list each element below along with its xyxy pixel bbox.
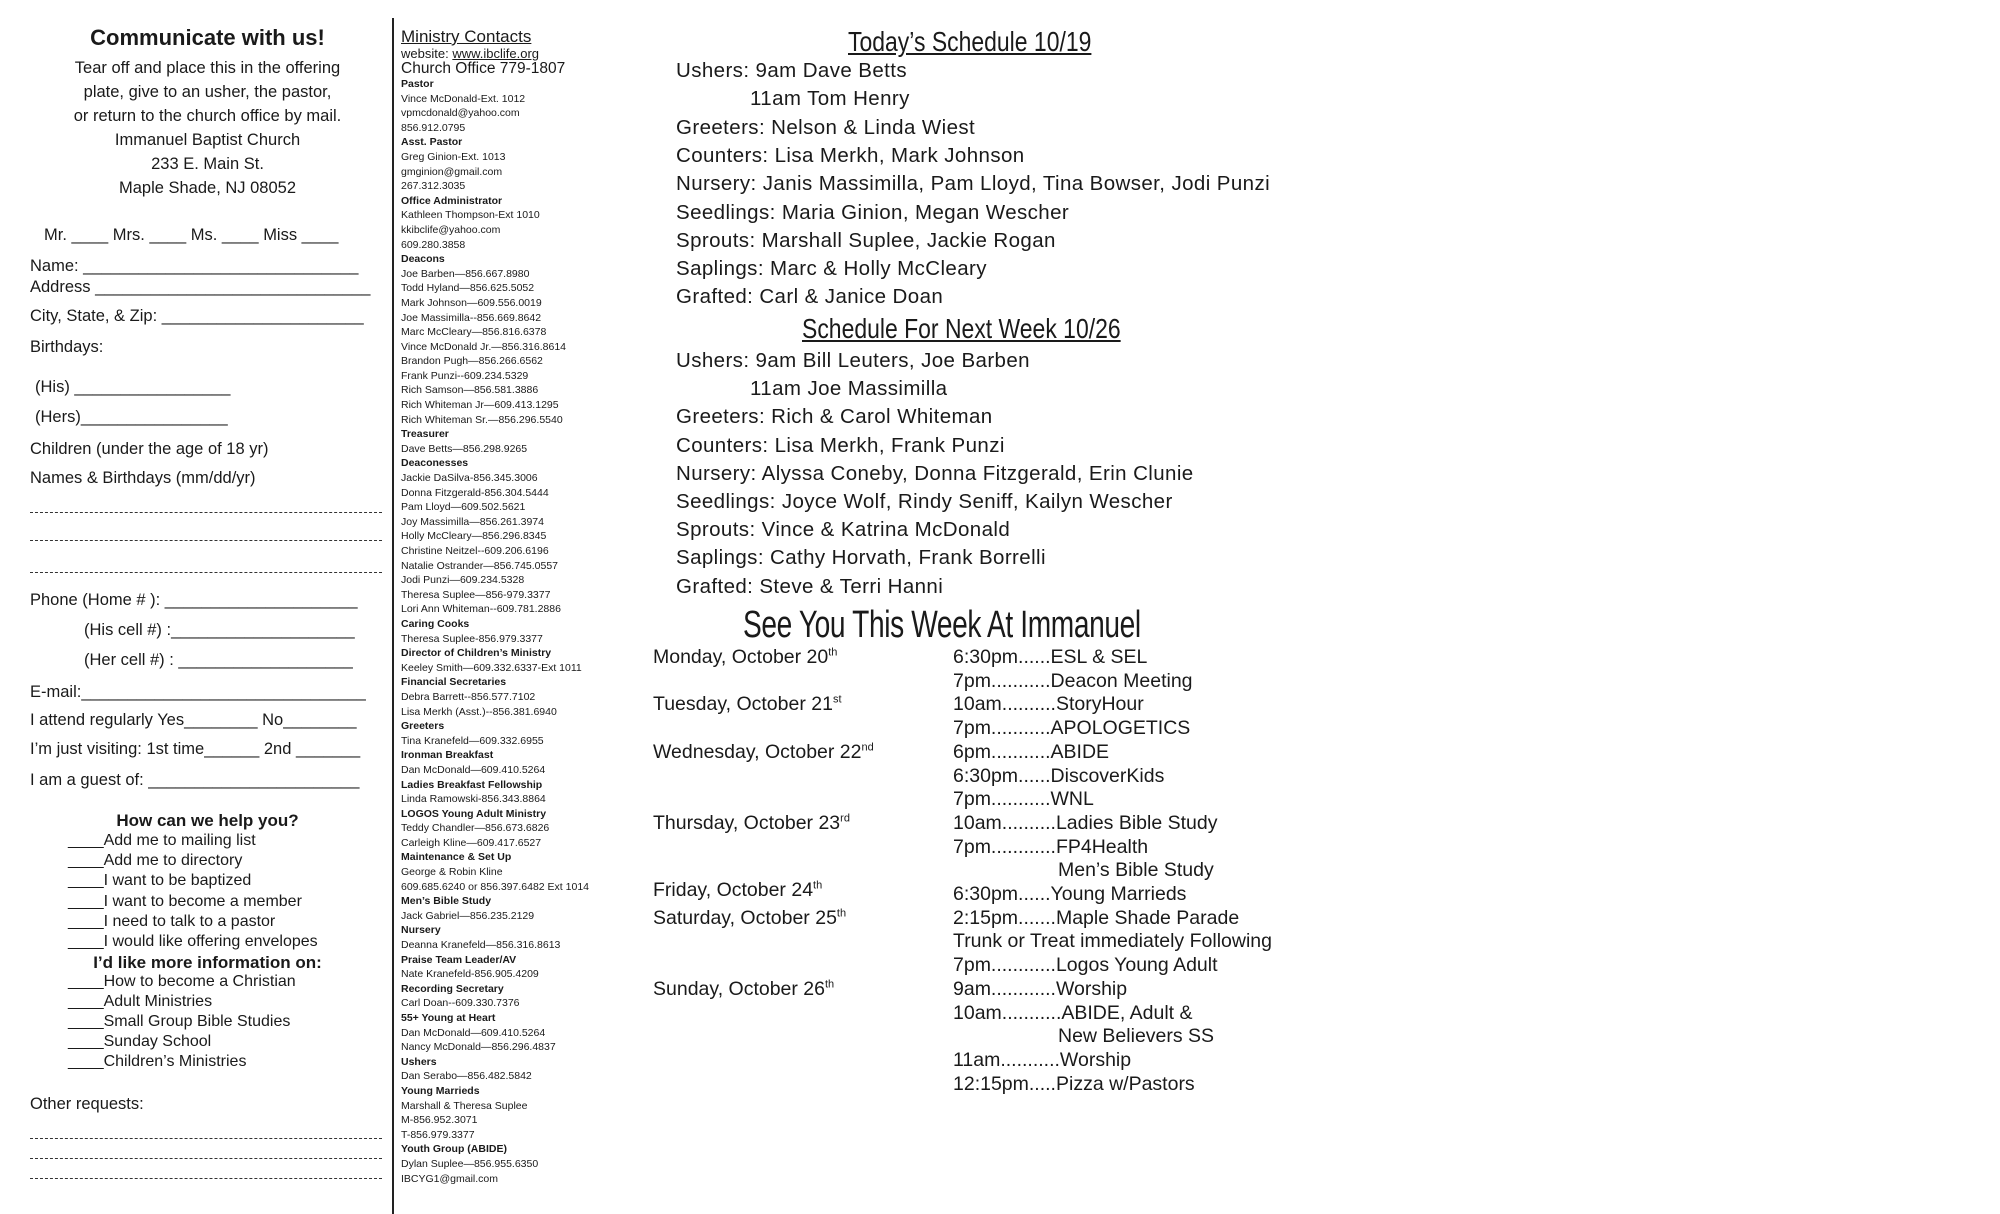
intro-line: or return to the church office by mail. bbox=[73, 107, 342, 125]
week-event: 6:30pm......ESL & SEL bbox=[953, 646, 1148, 668]
contact-line: Vince McDonald Jr.—856.316.8614 bbox=[401, 340, 566, 353]
today-schedule-line: Counters: Lisa Merkh, Mark Johnson bbox=[676, 143, 1025, 167]
next-schedule-line: Grafted: Steve & Terri Hanni bbox=[676, 574, 944, 598]
contact-line: 609.685.6240 or 856.397.6482 Ext 1014 bbox=[401, 880, 589, 893]
city-state-zip-field[interactable]: City, State, & Zip: ______________________ bbox=[30, 307, 364, 325]
birthdays-label: Birthdays: bbox=[30, 338, 104, 356]
week-day bbox=[653, 907, 846, 930]
today-schedule-line: Greeters: Nelson & Linda Wiest bbox=[676, 115, 976, 139]
contact-group-heading: Maintenance & Set Up bbox=[401, 851, 512, 864]
contact-line: Teddy Chandler—856.673.6826 bbox=[401, 822, 550, 835]
contact-line: Dylan Suplee—856.955.6350 bbox=[401, 1157, 539, 1170]
guest-of-field[interactable]: I am a guest of: _______________________ bbox=[30, 771, 360, 789]
contact-line: Pam Lloyd—609.502.5621 bbox=[401, 501, 526, 514]
week-event: Men’s Bible Study bbox=[1058, 859, 1214, 882]
option-baptized[interactable]: ____I want to be baptized bbox=[68, 872, 252, 889]
contact-line: 609.280.3858 bbox=[401, 238, 466, 251]
contact-group-heading: Office Administrator bbox=[401, 194, 503, 207]
contact-group-heading: Asst. Pastor bbox=[401, 136, 463, 149]
contact-line: Lisa Merkh (Asst.)--856.381.6940 bbox=[401, 705, 557, 718]
contact-group-heading: Financial Secretaries bbox=[401, 676, 507, 689]
church-street: 233 E. Main St. bbox=[151, 155, 264, 173]
week-event: 7pm............Logos Young Adult bbox=[953, 954, 1218, 977]
week-day-suffix: th bbox=[828, 646, 838, 659]
help-title: How can we help you? bbox=[116, 811, 299, 830]
contact-line: Jackie DaSilva-856.345.3006 bbox=[401, 472, 538, 485]
option-directory[interactable]: ____Add me to directory bbox=[68, 852, 243, 869]
contact-line: Christine Neitzel--609.206.6196 bbox=[401, 545, 549, 557]
option-member[interactable]: ____I want to become a member bbox=[68, 893, 302, 910]
contact-group-heading: Deacons bbox=[401, 253, 445, 266]
contact-line: Marc McCleary—856.816.6378 bbox=[401, 326, 547, 339]
contact-line: Jack Gabriel—856.235.2129 bbox=[401, 909, 535, 922]
contact-line: Kathleen Thompson-Ext 1010 bbox=[401, 209, 540, 222]
option-talk-pastor[interactable]: ____I need to talk to a pastor bbox=[68, 913, 276, 930]
week-event: 10am..........StoryHour bbox=[953, 693, 1144, 716]
week-day bbox=[653, 741, 874, 764]
next-schedule-line: Counters: Lisa Merkh, Frank Punzi bbox=[676, 433, 1005, 457]
option-adult-ministries[interactable]: ____Adult Ministries bbox=[68, 993, 213, 1010]
contact-group-heading: Ironman Breakfast bbox=[401, 749, 494, 762]
week-day bbox=[653, 693, 842, 716]
intro-line: Tear off and place this in the offering bbox=[74, 59, 341, 77]
week-day-suffix: th bbox=[825, 978, 835, 991]
next-schedule-line: 11am Joe Massimilla bbox=[750, 377, 948, 401]
week-event: 7pm...........Deacon Meeting bbox=[953, 669, 1193, 692]
week-event: New Believers SS bbox=[1058, 1025, 1215, 1048]
next-schedule-line: Saplings: Cathy Horvath, Frank Borrelli bbox=[676, 546, 1046, 570]
week-day bbox=[653, 879, 822, 902]
contact-line: Nate Kranefeld-856.905.4209 bbox=[401, 968, 539, 981]
week-event: 9am............Worship bbox=[953, 977, 1128, 1000]
week-event: 7pm...........APOLOGETICS bbox=[953, 717, 1191, 740]
option-small-groups[interactable]: ____Small Group Bible Studies bbox=[68, 1013, 291, 1030]
week-day-suffix: st bbox=[832, 693, 842, 706]
contact-line: Dan McDonald—609.410.5264 bbox=[401, 763, 546, 776]
option-childrens-ministries[interactable]: ____Children’s Ministries bbox=[68, 1053, 247, 1070]
contact-line: Holly McCleary—856.296.8345 bbox=[401, 530, 547, 543]
contact-line: Lori Ann Whiteman--609.781.2886 bbox=[401, 603, 561, 616]
contact-line: IBCYG1@gmail.com bbox=[401, 1172, 499, 1185]
contact-group-heading: Deaconesses bbox=[401, 457, 469, 470]
email-field[interactable]: E-mail:_______________________________ bbox=[30, 683, 366, 701]
week-event: 7pm...........WNL bbox=[953, 788, 1094, 811]
week-event: Trunk or Treat immediately Following bbox=[953, 930, 1272, 953]
home-phone-field[interactable]: Phone (Home # ): _____________________ bbox=[30, 591, 358, 609]
contact-group-heading: Ladies Breakfast Fellowship bbox=[401, 778, 543, 791]
contacts-heading: Ministry Contacts bbox=[401, 27, 532, 46]
contact-line: Carl Doan--609.330.7376 bbox=[401, 997, 520, 1010]
contact-line: Joe Massimilla--856.669.8642 bbox=[401, 311, 542, 324]
name-field[interactable]: Name: ______________________________ bbox=[30, 257, 359, 275]
contact-line: Rich Whiteman Jr—609.413.1295 bbox=[401, 399, 559, 412]
other-requests-label: Other requests: bbox=[30, 1095, 144, 1113]
contact-group-heading: Young Marrieds bbox=[401, 1084, 480, 1097]
contact-line: Todd Hyland—856.625.5052 bbox=[401, 282, 535, 295]
contact-line: Joe Barben—856.667.8980 bbox=[401, 267, 530, 280]
today-schedule-title: Today’s Schedule 10/19 bbox=[848, 26, 1092, 57]
his-cell-field[interactable]: (His cell #) :____________________ bbox=[84, 621, 355, 639]
contact-line: Theresa Suplee-856.979.3377 bbox=[401, 632, 543, 645]
contact-line: Theresa Suplee—856-979.3377 bbox=[401, 588, 551, 601]
week-day bbox=[653, 812, 850, 835]
next-schedule-line: Nursery: Alyssa Coneby, Donna Fitzgerald, Erin Clunie bbox=[676, 461, 1194, 485]
contact-line: Jodi Punzi—609.234.5328 bbox=[401, 574, 525, 587]
week-title: See You This Week At Immanuel bbox=[743, 604, 1141, 646]
week-day-label: Thursday, October 23 bbox=[653, 811, 841, 834]
today-schedule-line: Sprouts: Marshall Suplee, Jackie Rogan bbox=[676, 228, 1056, 252]
church-name: Immanuel Baptist Church bbox=[114, 131, 301, 149]
contact-line: Mark Johnson—609.556.0019 bbox=[401, 296, 542, 309]
today-schedule-line: Grafted: Carl & Janice Doan bbox=[676, 285, 944, 309]
week-event: 12:15pm.....Pizza w/Pastors bbox=[953, 1072, 1195, 1095]
contact-group-heading: Recording Secretary bbox=[401, 982, 504, 995]
contact-group-heading: Youth Group (ABIDE) bbox=[401, 1143, 507, 1156]
today-schedule-line: Ushers: 9am Dave Betts bbox=[676, 59, 907, 82]
info-title: I’d like more information on: bbox=[93, 953, 322, 972]
next-schedule-line: Ushers: 9am Bill Leuters, Joe Barben bbox=[676, 349, 1030, 372]
website-label: website: bbox=[401, 46, 449, 61]
contact-group-heading: Ushers bbox=[401, 1055, 437, 1068]
visiting-field[interactable]: I’m just visiting: 1st time______ 2nd _______ bbox=[30, 740, 361, 758]
week-day-label: Wednesday, October 22 bbox=[653, 740, 862, 763]
week-day-suffix: nd bbox=[861, 741, 874, 754]
contact-line: 856.912.0795 bbox=[401, 121, 466, 134]
contact-group-heading: Greeters bbox=[401, 720, 445, 733]
contact-line: kkibclife@yahoo.com bbox=[401, 223, 501, 236]
salutation-field[interactable]: Mr. ____ Mrs. ____ Ms. ____ Miss ____ bbox=[44, 226, 339, 244]
next-week-title: Schedule For Next Week 10/26 bbox=[802, 313, 1121, 344]
contact-group-heading: 55+ Young at Heart bbox=[401, 1012, 496, 1024]
contact-line: Donna Fitzgerald-856.304.5444 bbox=[401, 486, 549, 499]
next-schedule-line: Greeters: Rich & Carol Whiteman bbox=[676, 405, 993, 429]
contact-line: Vince McDonald-Ext. 1012 bbox=[401, 92, 526, 105]
contact-line: Dan Serabo—856.482.5842 bbox=[401, 1070, 532, 1083]
contact-line: Greg Ginion-Ext. 1013 bbox=[401, 150, 506, 163]
contact-line: Linda Ramowski-856.343.8864 bbox=[401, 793, 546, 806]
church-office-phone: Church Office 779-1807 bbox=[401, 60, 566, 77]
contact-group-heading: Nursery bbox=[401, 924, 441, 937]
week-day bbox=[653, 978, 834, 1001]
contact-line: 267.312.3035 bbox=[401, 180, 466, 193]
children-names-label: Names & Birthdays (mm/dd/yr) bbox=[30, 469, 256, 487]
week-day-label: Friday, October 24 bbox=[653, 879, 814, 901]
week-day-label: Sunday, October 26 bbox=[653, 977, 825, 1000]
contact-line: Dave Betts—856.298.9265 bbox=[401, 442, 528, 455]
contact-group-heading: Men’s Bible Study bbox=[401, 895, 492, 908]
contact-line: Rich Samson—856.581.3886 bbox=[401, 384, 539, 397]
contact-line: Carleigh Kline—609.417.6527 bbox=[401, 836, 542, 849]
option-mailing-list[interactable]: ____Add me to mailing list bbox=[68, 832, 256, 849]
contact-group-heading: Praise Team Leader/AV bbox=[401, 953, 517, 966]
her-cell-field[interactable]: (Her cell #) : ___________________ bbox=[84, 651, 353, 669]
contact-line: Nancy McDonald—856.296.4837 bbox=[401, 1041, 556, 1054]
church-city: Maple Shade, NJ 08052 bbox=[118, 179, 297, 197]
week-event: 7pm............FP4Health bbox=[953, 835, 1149, 858]
contact-line: Debra Barrett--856.577.7102 bbox=[401, 690, 536, 703]
contact-line: Rich Whiteman Sr.—856.296.5540 bbox=[401, 413, 563, 426]
contact-line: Tina Kranefeld—609.332.6955 bbox=[401, 734, 544, 747]
week-event: 11am...........Worship bbox=[953, 1048, 1132, 1071]
today-schedule-line: 11am Tom Henry bbox=[750, 87, 910, 111]
contact-line: Frank Punzi--609.234.5329 bbox=[401, 369, 529, 382]
contact-group-heading: Pastor bbox=[401, 78, 434, 90]
week-day-label: Tuesday, October 21 bbox=[653, 693, 833, 716]
option-sunday-school[interactable]: ____Sunday School bbox=[68, 1033, 212, 1050]
website-link[interactable]: www.ibclife.org bbox=[452, 46, 540, 61]
week-day-suffix: th bbox=[836, 907, 847, 920]
attend-regularly-field[interactable]: I attend regularly Yes________ No________ bbox=[30, 711, 357, 729]
week-event: 6:30pm......Young Marrieds bbox=[953, 883, 1187, 905]
next-schedule-line: Sprouts: Vince & Katrina McDonald bbox=[676, 518, 1011, 542]
contact-line: gmginion@gmail.com bbox=[401, 165, 503, 178]
contact-line: George & Robin Kline bbox=[401, 866, 503, 879]
week-day-suffix: th bbox=[813, 879, 823, 892]
week-day-label: Saturday, October 25 bbox=[653, 906, 837, 929]
week-event: 10am...........ABIDE, Adult & bbox=[953, 1001, 1193, 1024]
contact-line: Dan McDonald—609.410.5264 bbox=[401, 1026, 546, 1039]
intro-line: plate, give to an usher, the pastor, bbox=[83, 83, 332, 101]
contact-line: Joy Massimilla—856.261.3974 bbox=[401, 515, 544, 528]
address-field[interactable]: Address ______________________________ bbox=[30, 278, 371, 296]
option-become-christian[interactable]: ____How to become a Christian bbox=[68, 973, 296, 990]
card-title: Communicate with us! bbox=[90, 25, 325, 50]
contact-line: Brandon Pugh—856.266.6562 bbox=[401, 355, 543, 368]
hers-birthday-field[interactable]: (Hers)________________ bbox=[35, 408, 228, 426]
today-schedule-line: Seedlings: Maria Ginion, Megan Wescher bbox=[676, 200, 1070, 224]
today-schedule-line: Saplings: Marc & Holly McCleary bbox=[676, 257, 987, 281]
contact-line: vpmcdonald@yahoo.com bbox=[401, 107, 520, 120]
week-day-label: Monday, October 20 bbox=[653, 646, 829, 668]
option-envelopes[interactable]: ____I would like offering envelopes bbox=[68, 933, 318, 950]
contact-line: Marshall & Theresa Suplee bbox=[401, 1099, 528, 1112]
contact-group-heading: LOGOS Young Adult Ministry bbox=[401, 807, 547, 820]
week-event: 10am..........Ladies Bible Study bbox=[953, 811, 1218, 834]
week-day-suffix: rd bbox=[840, 812, 850, 825]
children-label: Children (under the age of 18 yr) bbox=[30, 440, 269, 458]
contact-line: M-856.952.3071 bbox=[401, 1114, 478, 1127]
contact-group-heading: Director of Children’s Ministry bbox=[401, 647, 552, 660]
next-schedule-line: Seedlings: Joyce Wolf, Rindy Seniff, Kailyn Wescher bbox=[676, 490, 1173, 513]
contact-line: Deanna Kranefeld—856.316.8613 bbox=[401, 939, 561, 952]
contact-line: Keeley Smith—609.332.6337-Ext 1011 bbox=[401, 661, 582, 674]
week-event: 6:30pm......DiscoverKids bbox=[953, 764, 1165, 787]
week-day bbox=[653, 646, 837, 669]
contact-group-heading: Treasurer bbox=[401, 428, 449, 441]
week-event: 2:15pm.......Maple Shade Parade bbox=[953, 906, 1240, 929]
contact-group-heading: Caring Cooks bbox=[401, 617, 470, 630]
today-schedule-line: Nursery: Janis Massimilla, Pam Lloyd, Tina Bowser, Jodi Punzi bbox=[676, 172, 1271, 196]
contact-line: T-856.979.3377 bbox=[401, 1128, 475, 1141]
week-event: 6pm...........ABIDE bbox=[953, 740, 1110, 763]
his-birthday-field[interactable]: (His) _________________ bbox=[35, 378, 231, 396]
contact-line: Natalie Ostrander—856.745.0557 bbox=[401, 559, 559, 572]
